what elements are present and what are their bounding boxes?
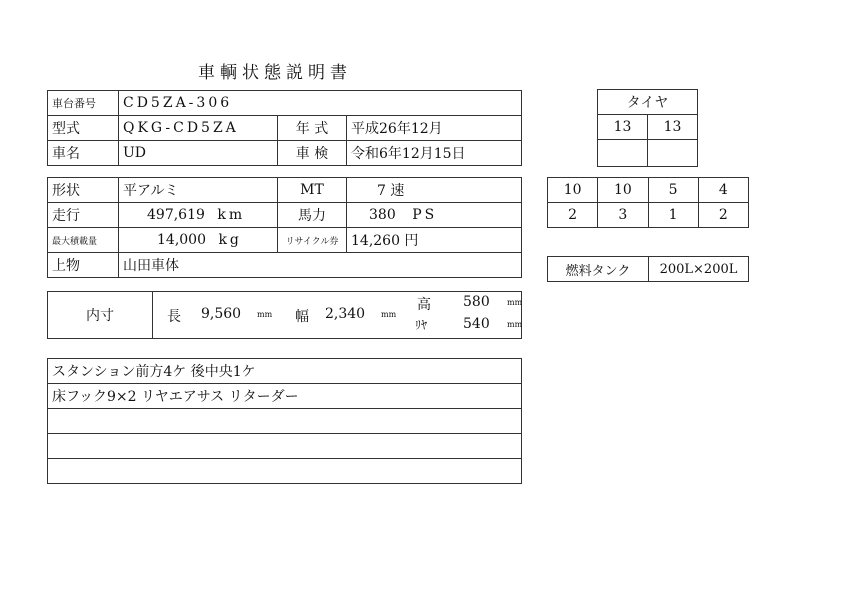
length-unit: mm <box>257 310 273 319</box>
length-label: 長 <box>167 309 181 325</box>
spec-table <box>47 177 522 278</box>
mileage-label: 走行 <box>48 203 119 228</box>
width-label: 幅 <box>295 309 309 325</box>
maker-label: 車名 <box>48 141 119 166</box>
axle-top-cell: 10 <box>598 178 648 203</box>
axle-bottom-cell: 3 <box>598 203 648 228</box>
tire-label: タイヤ <box>598 90 698 115</box>
inner-dimensions-label: 内寸 <box>48 292 153 339</box>
rear-height-label: ﾘﾔ <box>415 318 428 332</box>
length-value: 9,560 <box>201 306 242 322</box>
fuel-tank-value: 200L×200L <box>649 257 749 282</box>
axle-table <box>547 177 749 228</box>
tire-size-right: 13 <box>648 115 698 140</box>
chassis-number-value: CD5ZA-306 <box>119 91 522 116</box>
horsepower-unit: PS <box>412 207 438 223</box>
transmission-label: MT <box>278 178 347 203</box>
basic-info-table <box>47 90 522 166</box>
inspection-value: 令和6年12月15日 <box>347 141 522 166</box>
model-label: 型式 <box>48 116 119 141</box>
rear-height-unit: mm <box>507 320 523 329</box>
rear-height-value: 540 <box>463 316 490 332</box>
horsepower-label: 馬力 <box>278 203 347 228</box>
axle-bottom-cell: 1 <box>648 203 698 228</box>
shape-label: 形状 <box>48 178 119 203</box>
maker-value: UD <box>119 141 278 166</box>
width-unit: mm <box>381 310 397 319</box>
tire-size-left: 13 <box>598 115 648 140</box>
inspection-label: 車 検 <box>278 141 347 166</box>
max-load-label: 最大積載量 <box>48 228 119 253</box>
note-line <box>48 434 522 459</box>
axle-top-cell: 4 <box>698 178 748 203</box>
horsepower-value: 380 <box>369 207 396 223</box>
note-line: 床フック9×2 リヤエアサス リターダー <box>48 384 522 409</box>
axle-top-cell: 5 <box>648 178 698 203</box>
mileage-value: 497,619 <box>147 207 205 223</box>
height-label: 高 <box>417 297 431 313</box>
max-load-unit: kg <box>218 232 242 248</box>
axle-top-cell: 10 <box>548 178 598 203</box>
max-load-value: 14,000 <box>157 232 206 248</box>
tire-table <box>597 89 698 167</box>
width-value: 2,340 <box>325 306 366 322</box>
note-line <box>48 459 522 484</box>
document-title: 車輌状態説明書 <box>198 63 352 83</box>
year-value: 平成26年12月 <box>347 116 522 141</box>
note-line: スタンション前方4ケ 後中央1ケ <box>48 359 522 384</box>
model-value: QKG-CD5ZA <box>119 116 278 141</box>
axle-bottom-cell: 2 <box>698 203 748 228</box>
recycle-label: リサイクル券 <box>278 228 347 253</box>
dimensions-table <box>47 291 522 339</box>
body-builder-label: 上物 <box>48 253 119 278</box>
axle-bottom-cell: 2 <box>548 203 598 228</box>
notes-table <box>47 358 522 484</box>
mileage-unit: km <box>217 207 246 223</box>
recycle-value: 14,260 円 <box>347 228 522 253</box>
year-label: 年 式 <box>278 116 347 141</box>
height-value: 580 <box>463 294 490 310</box>
fuel-tank-label: 燃料タンク <box>548 257 649 282</box>
chassis-number-label: 車台番号 <box>48 91 119 116</box>
transmission-value: 7 速 <box>347 178 522 203</box>
note-line <box>48 409 522 434</box>
shape-value: 平アルミ <box>119 178 278 203</box>
height-unit: mm <box>507 298 523 307</box>
body-builder-value: 山田車体 <box>119 253 522 278</box>
fuel-tank-table <box>547 256 749 282</box>
